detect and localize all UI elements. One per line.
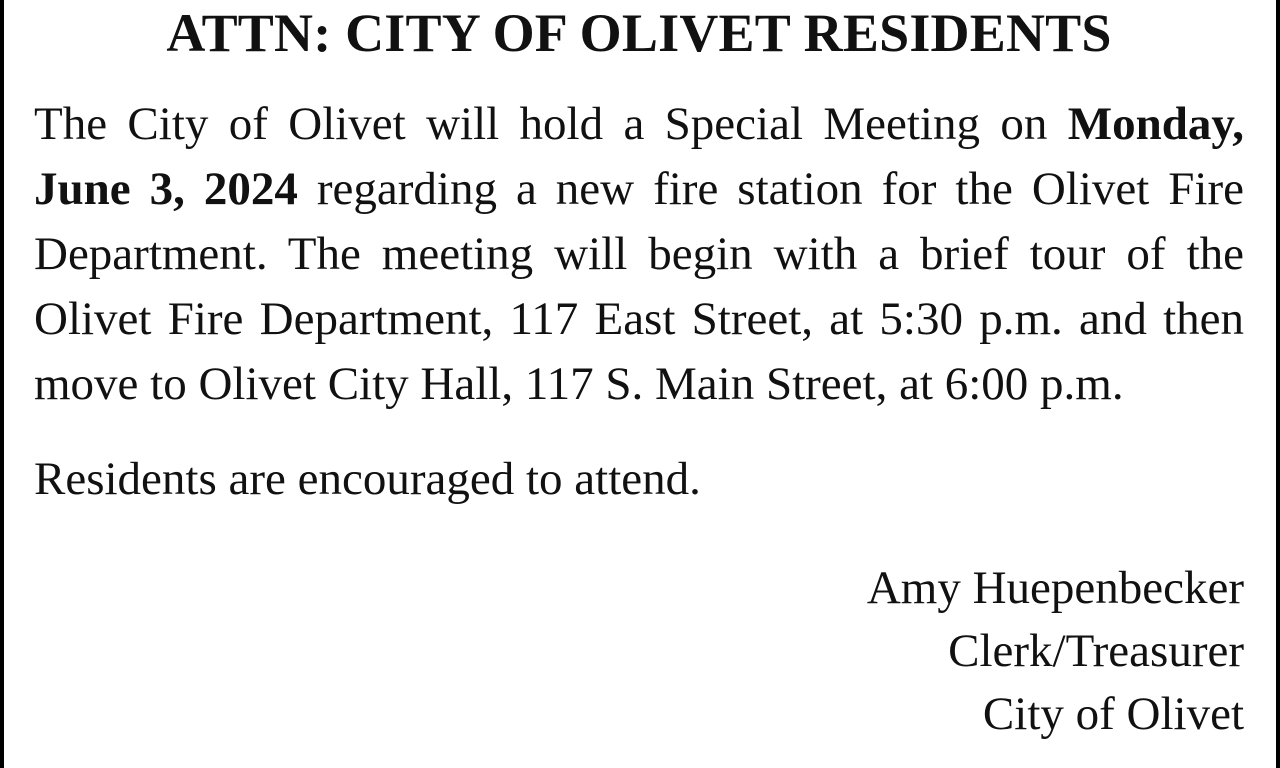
notice-title: ATTN: CITY OF OLIVET RESIDENTS <box>166 3 1112 63</box>
announcement-details: regarding a new fire station for the Olivet Fire Department. The meeting will begin with a brief tour of the Olivet Fire Department, 117 East Street, at 5:30 p.m. and then move to Olivet City Hall, 117 S. Main Street, at 6:00 p.m. <box>34 163 1244 410</box>
announcement-intro: The City of Olivet will hold a Special Meeting on <box>34 98 1068 150</box>
signatory-organization: City of Olivet <box>982 688 1244 740</box>
closing-statement: Residents are encouraged to attend. <box>34 453 701 505</box>
signature-block <box>34 557 1244 746</box>
signatory-name: Amy Huepenbecker <box>866 562 1244 614</box>
signatory-role: Clerk/Treasurer <box>948 625 1244 677</box>
meeting-date: Monday, June 3, 2024 <box>34 98 1244 215</box>
meeting-announcement <box>34 92 1244 417</box>
